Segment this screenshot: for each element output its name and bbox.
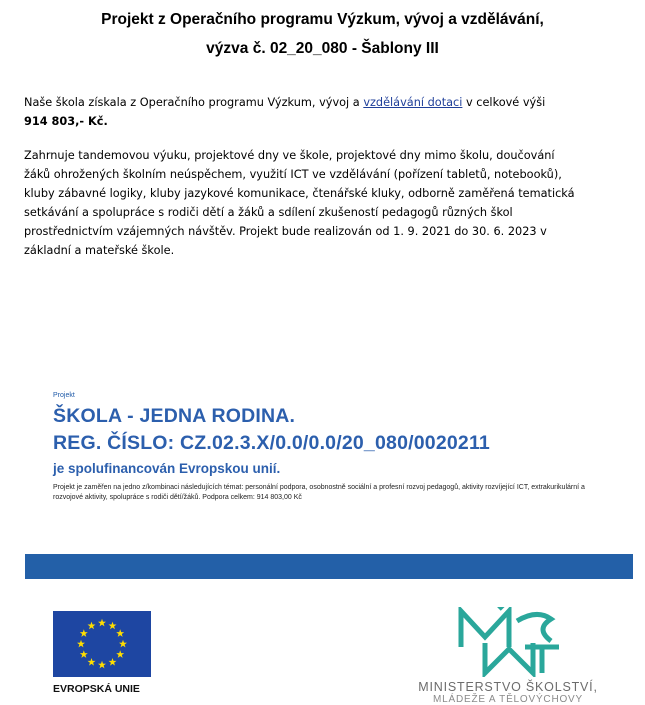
poster-project-name: ŠKOLA - JEDNA RODINA. [53,405,296,427]
eu-star [109,658,117,666]
poster-label: Projekt [53,392,75,399]
intro-paragraph [24,93,589,131]
eu-star [80,650,88,658]
eu-star [119,640,127,648]
intro-text: Naše škola získala z Operačního programu Výzkum, vývoj a [24,96,364,109]
poster-description: Projekt je zaměřen na jedno z/kombinaci následujících témat: personální podpora, osobnostně sociální a profesní rozvoj pedagogů, aktivity rozvíjející ICT, extrakurikulární a rozvojové aktivity, spolupráce s rodiči dětí/žáků. Podpora celkem: 914 803,00 Kč [53,484,585,501]
poster-blue-bar [25,554,633,579]
project-description: Zahrnuje tandemovou výuku, projektové dny ve škole, projektové dny mimo školu, doučování žáků ohrožených školním neúspěchem, využití ICT ve vzdělávání (pořízení tabletů, notebooků), kluby zábavné logiky, kluby jazykové komunikace, čtenářské kluky, odborně zaměřená tematická setkávání a spolupráce s rodiči dětí a žáků a sdílení zkušeností pedagogů různých škol prostřednictvím vzájemných návštěv. Projekt bude realizován od 1. 9. 2021 do 30. 6. 2023 v základní a mateřské škole. [24,149,575,257]
eu-star [77,640,85,648]
poster-registration-number: REG. ČÍSLO: CZ.02.3.X/0.0/0.0/20_080/0020211 [53,432,490,454]
poster-cofinancing-note: je spolufinancován Evropskou unií. [53,461,281,476]
intro-text-end: v celkové výši [462,96,546,109]
eu-label: EVROPSKÁ UNIE [53,683,140,695]
eu-star [88,658,96,666]
funding-amount: 914 803,- Kč. [24,115,108,128]
eu-star [80,629,88,637]
document-title-line-2: výzva č. 02_20_080 - Šablony III [206,40,439,57]
eu-star [116,629,124,637]
eu-star [109,622,117,630]
eu-star [116,650,124,658]
eu-flag-icon [53,611,151,677]
eu-star [98,619,106,627]
eu-stars [53,611,151,677]
eu-star [88,622,96,630]
document-title-line-1: Projekt z Operačního programu Výzkum, vývoj a vzdělávání, [101,11,544,28]
msmt-label-2: MLÁDEŽE A TĚLOVÝCHOVY [433,694,583,705]
funding-link[interactable]: vzdělávání dotaci [363,96,463,109]
msmt-logo-icon [455,607,565,677]
eu-star [98,661,106,669]
msmt-label: MINISTERSTVO ŠKOLSTVÍ, [418,680,598,694]
